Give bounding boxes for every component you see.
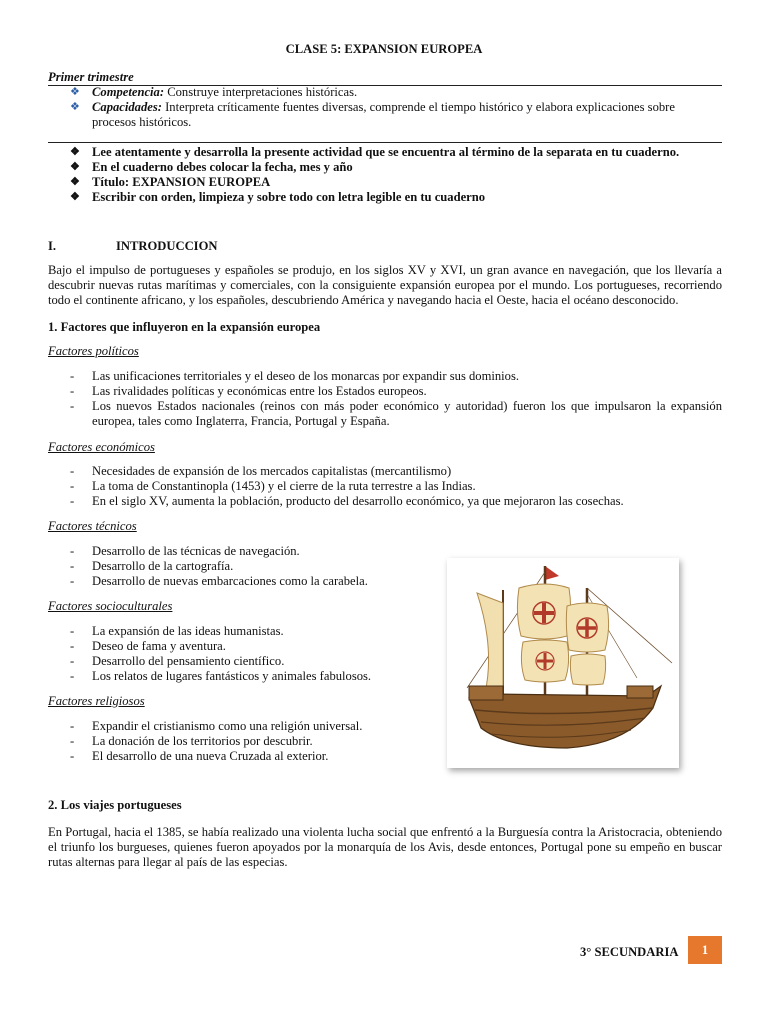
- list-item: [70, 574, 430, 589]
- factor-list-economicos: [70, 464, 722, 509]
- factor-list-religiosos: [70, 719, 430, 764]
- item-label: Competencia:: [92, 85, 165, 99]
- dash-bullet-icon: -: [70, 479, 75, 493]
- dash-bullet-icon: -: [70, 574, 75, 588]
- list-item: [70, 494, 722, 509]
- item-text: Las rivalidades políticas y económicas entre los Estados europeos.: [92, 384, 427, 398]
- factor-title-politicos: Factores políticos: [48, 344, 139, 358]
- diamond-bullet-icon: ❖: [70, 176, 80, 188]
- item-label: Capacidades:: [92, 100, 162, 114]
- factors-heading: 1. Factores que influyeron en la expansión europea: [48, 320, 321, 334]
- list-item: [70, 544, 430, 559]
- diamond-bullet-icon: ❖: [70, 161, 80, 173]
- item-text: Los nuevos Estados nacionales (reinos con más poder económico y autoridad) fueron los que impulsaron la expansión europea, tales como Inglaterra, Francia, Portugal y España.: [92, 399, 722, 428]
- section-number: I.: [48, 239, 57, 253]
- list-item: [70, 719, 430, 734]
- item-text: La expansión de las ideas humanistas.: [92, 624, 284, 638]
- instructions-list: [70, 145, 720, 205]
- footer-level: 3° SECUNDARIA: [580, 945, 679, 959]
- divider: [48, 142, 722, 143]
- list-item: [70, 100, 720, 130]
- item-text: Construye interpretaciones históricas.: [164, 85, 358, 99]
- list-item: [70, 384, 722, 399]
- item-text: Desarrollo de la cartografía.: [92, 559, 234, 573]
- dash-bullet-icon: -: [70, 494, 75, 508]
- page-title: CLASE 5: EXPANSION EUROPEA: [285, 42, 483, 56]
- item-text: La donación de los territorios por descubrir.: [92, 734, 313, 748]
- list-item: [70, 624, 430, 639]
- item-text: Los relatos de lugares fantásticos y animales fabulosos.: [92, 669, 372, 683]
- item-text: En el siglo XV, aumenta la población, producto del desarrollo económico, ya que mejoraron las cosechas.: [92, 494, 624, 508]
- list-item: [70, 85, 720, 100]
- dash-bullet-icon: -: [70, 369, 75, 383]
- item-text: Desarrollo de nuevas embarcaciones como la carabela.: [92, 574, 368, 588]
- list-item: [70, 175, 720, 190]
- item-text: Necesidades de expansión de los mercados capitalistas (mercantilismo): [92, 464, 452, 478]
- trimester-label: Primer trimestre: [48, 70, 722, 86]
- diamond-bullet-icon: ❖: [70, 146, 80, 158]
- dash-bullet-icon: -: [70, 399, 75, 413]
- item-text: En el cuaderno debes colocar la fecha, mes y año: [92, 160, 353, 174]
- item-text: El desarrollo de una nueva Cruzada al exterior.: [92, 749, 329, 763]
- dash-bullet-icon: -: [70, 734, 75, 748]
- factor-title-socioculturales: Factores socioculturales: [48, 599, 173, 613]
- dash-bullet-icon: -: [70, 669, 75, 683]
- diamond-bullet-icon: ❖: [70, 86, 80, 98]
- list-item: [70, 734, 430, 749]
- item-text: Deseo de fama y aventura.: [92, 639, 226, 653]
- list-item: [70, 654, 430, 669]
- item-text: Expandir el cristianismo como una religión universal.: [92, 719, 363, 733]
- portugal-paragraph: En Portugal, hacia el 1385, se había realizado una violenta lucha social que enfrentó a la Burguesía contra la Aristocracia, obteniendo el triunfo los burgueses, quienes fueron apoyados por la monarquía de los Avis, desde entonces, Portugal pone su empeño en buscar rutas alternas para llegar al país de las especias.: [48, 825, 722, 869]
- section-heading-intro: [48, 239, 217, 254]
- dash-bullet-icon: -: [70, 384, 75, 398]
- factor-list-socioculturales: [70, 624, 430, 684]
- list-item: [70, 669, 430, 684]
- item-text: Desarrollo de las técnicas de navegación.: [92, 544, 300, 558]
- dash-bullet-icon: -: [70, 464, 75, 478]
- item-text: Escribir con orden, limpieza y sobre todo con letra legible en tu cuaderno: [92, 190, 486, 204]
- capacities-list: [70, 85, 720, 130]
- list-item: [70, 190, 720, 205]
- list-item: [70, 399, 722, 429]
- list-item: [70, 559, 430, 574]
- item-text: Desarrollo del pensamiento científico.: [92, 654, 285, 668]
- factor-list-tecnicos: [70, 544, 430, 589]
- factor-title-religiosos: Factores religiosos: [48, 694, 145, 708]
- dash-bullet-icon: -: [70, 544, 75, 558]
- list-item: [70, 464, 722, 479]
- item-text: Interpreta críticamente fuentes diversas, comprende el tiempo histórico y elabora explicaciones sobre procesos históricos.: [92, 100, 675, 129]
- item-text: Lee atentamente y desarrolla la presente actividad que se encuentra al término de la separata en tu cuaderno.: [92, 145, 680, 159]
- caravel-image: [447, 558, 679, 768]
- section-title: INTRODUCCION: [116, 239, 218, 253]
- item-text: Título: EXPANSION EUROPEA: [92, 175, 271, 189]
- factor-list-politicos: [70, 369, 722, 429]
- diamond-bullet-icon: ❖: [70, 101, 80, 113]
- factor-title-economicos: Factores económicos: [48, 440, 155, 454]
- list-item: [70, 369, 722, 384]
- dash-bullet-icon: -: [70, 719, 75, 733]
- item-text: La toma de Constantinopla (1453) y el cierre de la ruta terrestre a las Indias.: [92, 479, 476, 493]
- list-item: [70, 160, 720, 175]
- list-item: [70, 145, 720, 160]
- dash-bullet-icon: -: [70, 749, 75, 763]
- dash-bullet-icon: -: [70, 654, 75, 668]
- caravel-illustration: [447, 558, 679, 768]
- factor-title-tecnicos: Factores técnicos: [48, 519, 137, 533]
- list-item: [70, 639, 430, 654]
- dash-bullet-icon: -: [70, 624, 75, 638]
- list-item: [70, 479, 722, 494]
- intro-paragraph: Bajo el impulso de portugueses y españoles se produjo, en los siglos XV y XVI, un gran avance en navegación, que los llevaría a descubrir nuevas rutas marítimas y comerciales, con la consiguiente expansión europea por el mundo. Los portugueses, recorriendo todo el continente africano, y los españoles, descubriendo América y navegando hacia el Oeste, hacia el océano desconocido.: [48, 263, 722, 307]
- dash-bullet-icon: -: [70, 639, 75, 653]
- page-number-badge: 1: [688, 936, 722, 964]
- list-item: [70, 749, 430, 764]
- dash-bullet-icon: -: [70, 559, 75, 573]
- portugal-heading: 2. Los viajes portugueses: [48, 798, 182, 812]
- item-text: Las unificaciones territoriales y el deseo de los monarcas por expandir sus dominios.: [92, 369, 520, 383]
- diamond-bullet-icon: ❖: [70, 191, 80, 203]
